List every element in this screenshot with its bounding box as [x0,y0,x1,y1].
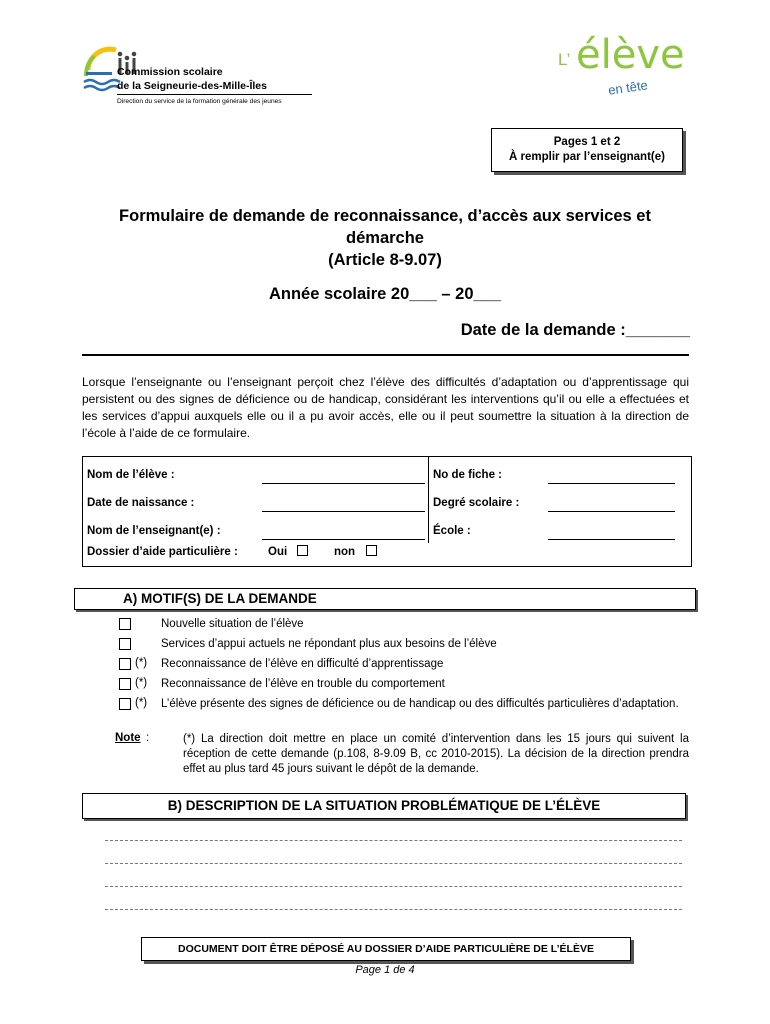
description-line-3[interactable] [105,886,682,887]
org-name-line2: de la Seigneurie-des-Mille-Îles [117,80,267,92]
reason-checkbox-4[interactable] [119,678,131,690]
reason-label-3: Reconnaissance de l’élève en difficulté d’apprentissage [161,658,444,670]
reason-star-4: (*) [135,677,148,689]
description-line-2[interactable] [105,863,682,864]
title-line2: démarche [346,229,424,247]
note-label: Note [115,732,141,744]
description-line-1[interactable] [105,840,682,841]
request-date-field[interactable]: Date de la demande :_______ [460,321,690,339]
intro-paragraph: Lorsque l’enseignante ou l’enseignant perçoit chez l’élève des difficultés d’adaptation ou d’apprentissage qui persistent ou des signes de déficience ou de handicap, considérant les interventions qu’il ou elle a effectuées et les services d’appui auxquels elle ou il a pu avoir accès, elle ou il peut soumettre la situation à la direction de l’école à l’aide de ce formulaire. [82,375,689,440]
title-line1: Formulaire de demande de reconnaissance, d’accès aux services et [119,207,651,225]
grade-label: Degré scolaire : [433,497,520,509]
file-number-input[interactable] [548,483,675,484]
eleve-en-tete-logo [550,32,700,108]
teacher-name-label: Nom de l’enseignant(e) : [87,525,221,537]
reason-checkbox-3[interactable] [119,658,131,670]
description-line-4[interactable] [105,909,682,910]
teacher-name-input[interactable] [262,539,425,540]
student-name-label: Nom de l’élève : [87,469,175,481]
org-direction: Direction du service de la formation générale des jeunes [117,98,282,105]
reason-label-1: Nouvelle situation de l’élève [161,618,304,630]
logo-l-text: L’ [558,50,571,69]
file-number-label: No de fiche : [433,469,503,481]
school-label: École : [433,525,471,537]
note-text: (*) La direction doit mettre en place un comité d’intervention dans les 15 jours qui suivent la réception de cette demande (p.108, 8-9.09 B, cc 2010-2015). La décision de la direction prendra effet au plus tard 45 jours suivant le dépôt de la demande. [183,733,689,775]
yes-checkbox[interactable] [297,545,308,556]
reason-star-5: (*) [135,697,148,709]
pages-note-box [491,128,683,172]
org-name-line1: Commission scolaire [117,66,223,78]
title-line3: (Article 8-9.07) [328,251,442,269]
reason-star-3: (*) [135,657,148,669]
grade-input[interactable] [548,511,675,512]
section-a-header: A) MOTIF(S) DE LA DEMANDE [74,588,696,610]
page-number: Page 1 de 4 [355,964,415,976]
birthdate-label: Date de naissance : [87,497,195,509]
reason-checkbox-1[interactable] [119,618,131,630]
reason-label-2: Services d’appui actuels ne répondant plus aux besoins de l’élève [161,638,497,650]
pages-line2: À remplir par l’enseignant(e) [509,151,665,163]
reason-checkbox-2[interactable] [119,638,131,650]
note-colon: : [146,732,150,744]
yes-label: Oui [268,546,288,558]
section-b-header: B) DESCRIPTION DE LA SITUATION PROBLÉMATIQUE DE L’ÉLÈVE [82,793,686,819]
pages-line1: Pages 1 et 2 [553,136,621,148]
logo-entete-text: en tête [607,77,649,98]
form-title [60,205,710,271]
no-checkbox[interactable] [366,545,377,556]
reason-checkbox-5[interactable] [119,698,131,710]
file-help-label: Dossier d’aide particulière : [87,546,238,558]
reason-label-4: Reconnaissance de l’élève en trouble du comportement [161,678,445,690]
header-rule [82,354,689,356]
no-label: non [334,546,356,558]
reason-label-5: L’élève présente des signes de déficience ou de handicap ou des difficultés particulières d’adaptation. [161,698,679,710]
birthdate-input[interactable] [262,511,425,512]
school-year-field[interactable]: Année scolaire 20___ – 20___ [268,285,502,303]
org-divider [117,94,312,95]
student-name-input[interactable] [262,483,425,484]
table-divider [428,456,429,543]
school-input[interactable] [548,539,675,540]
logo-eleve-text: élève [576,32,685,78]
deposit-notice-box: DOCUMENT DOIT ÊTRE DÉPOSÉ AU DOSSIER D’AIDE PARTICULIÈRE DE L’ÉLÈVE [141,937,631,961]
